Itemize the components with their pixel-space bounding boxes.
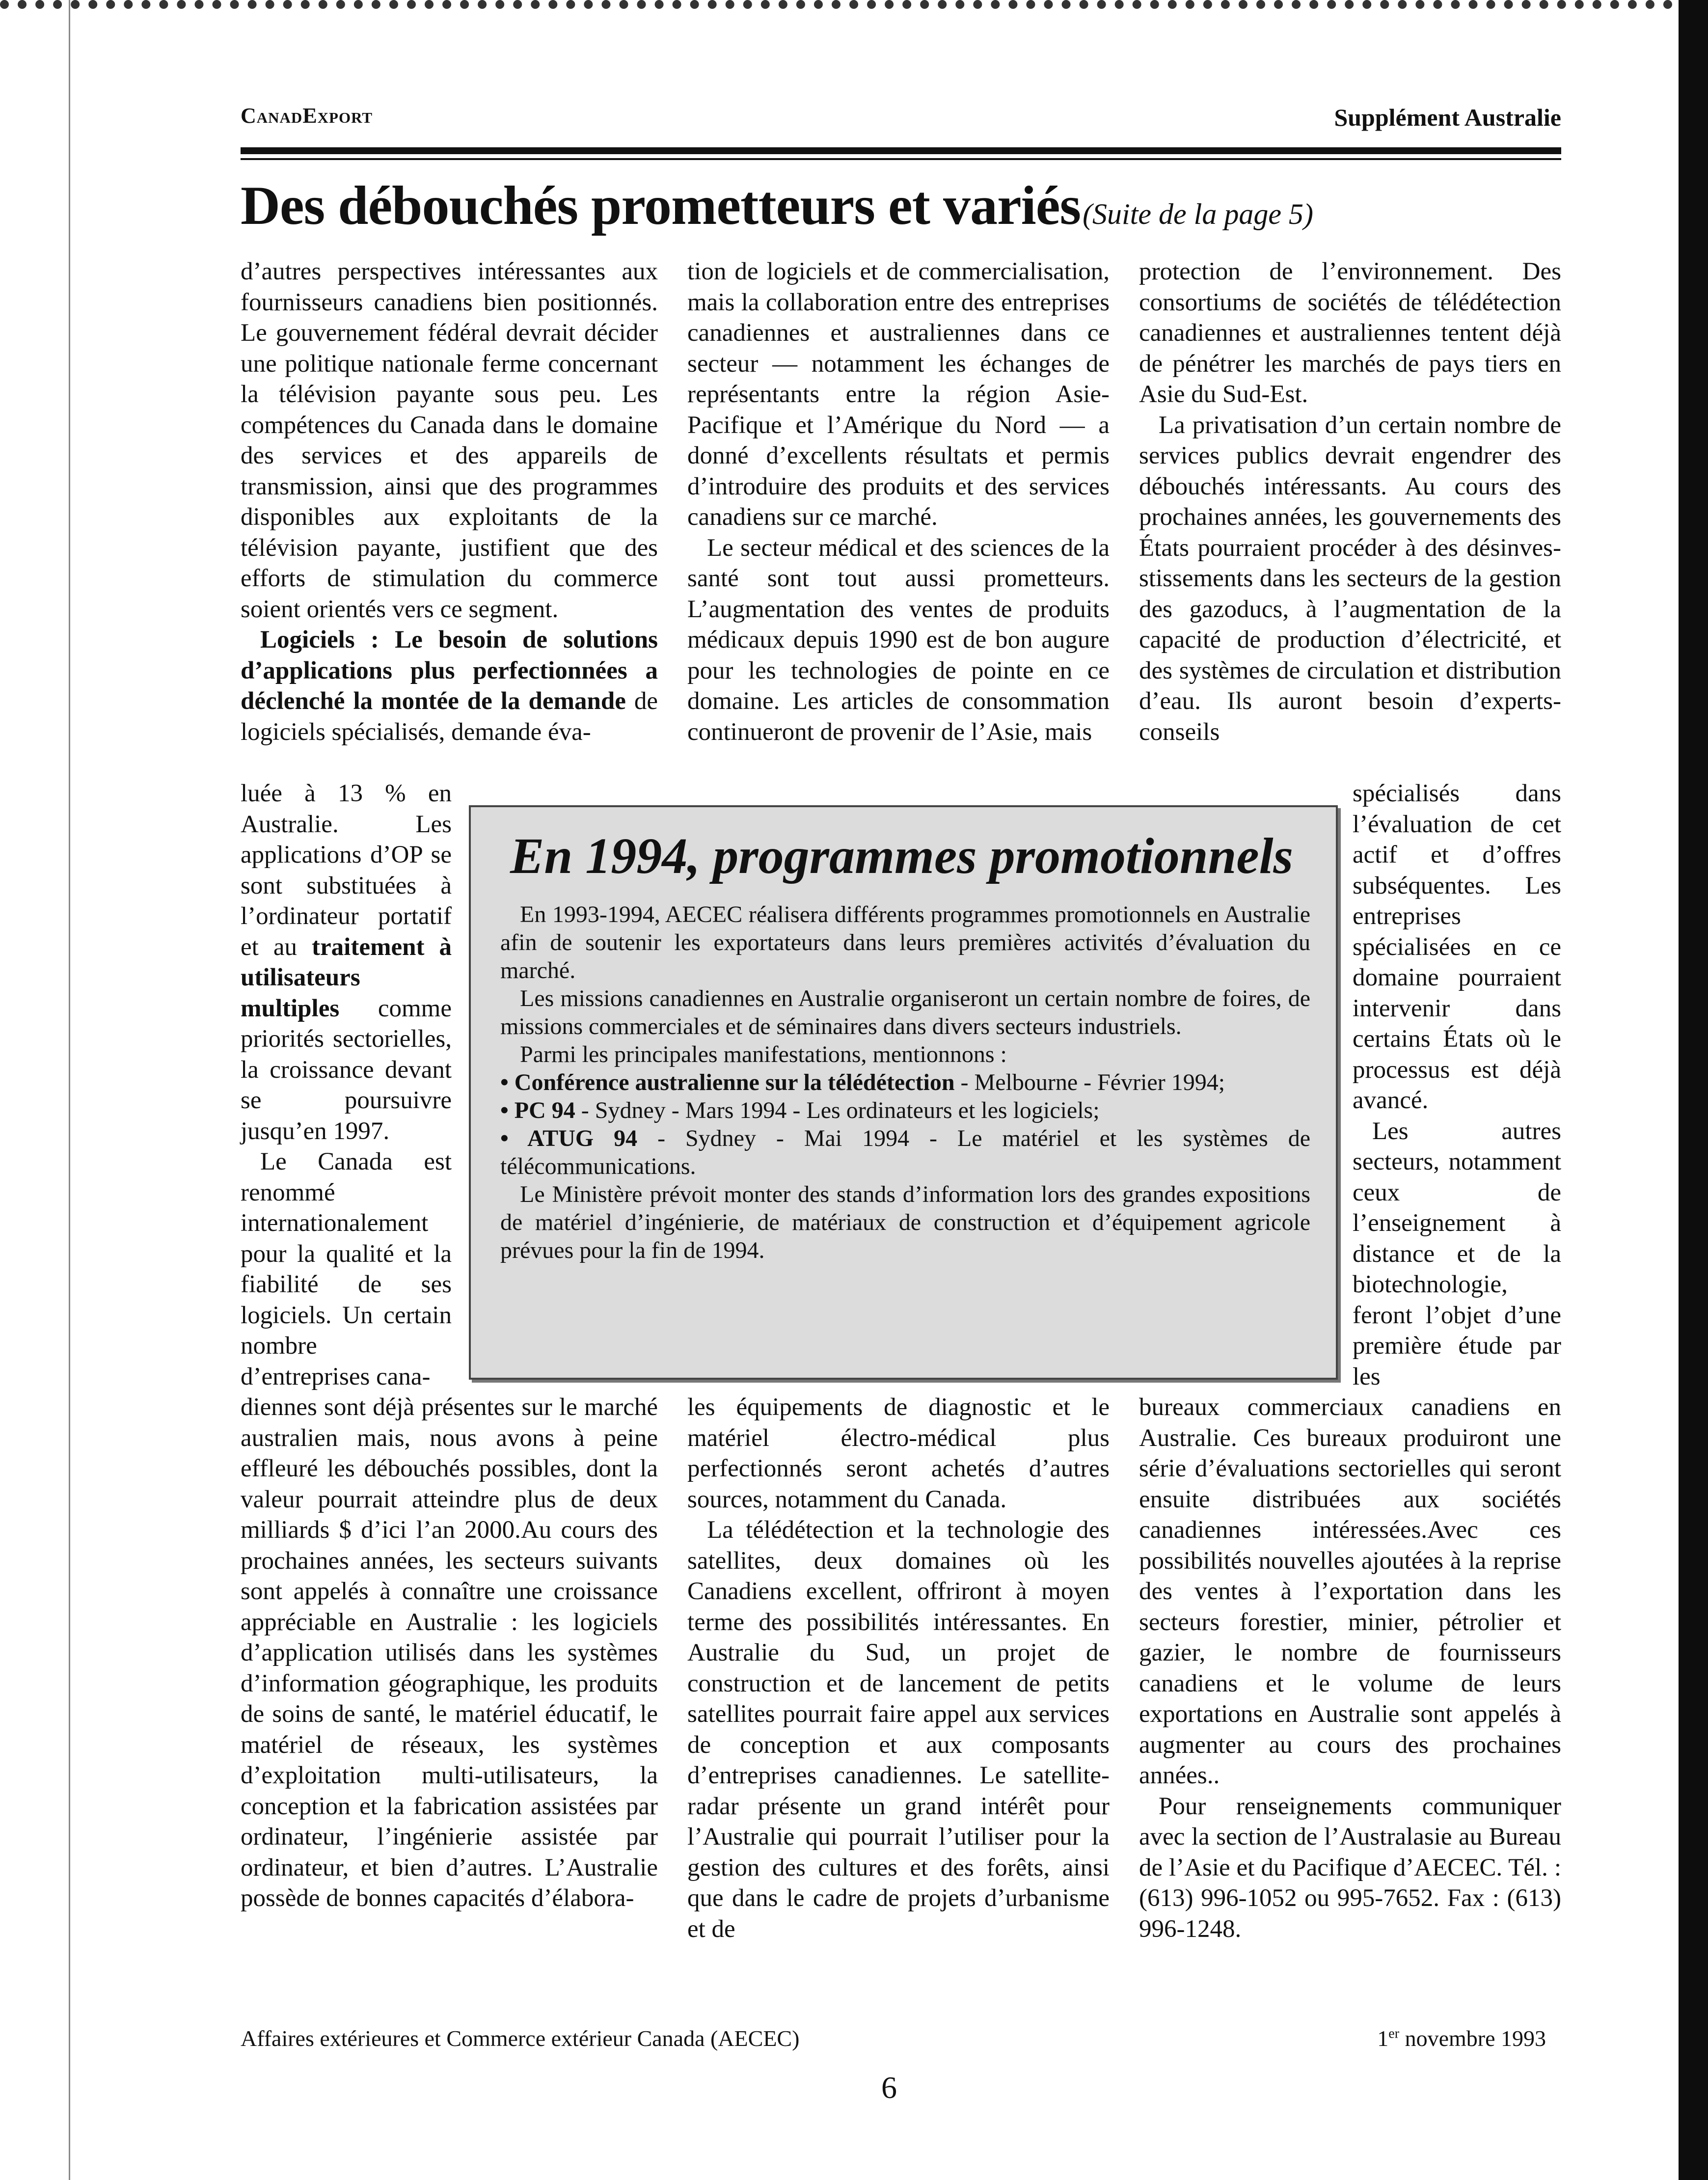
headline-continued: (Suite de la page 5): [1083, 198, 1313, 230]
footer-publisher: Affaires extérieures et Commerce extérieur Canada (AECEC): [241, 2026, 800, 2051]
column3-bottom: [1139, 1392, 1561, 1944]
date-ordinal: er: [1388, 2026, 1400, 2042]
column1-bottom: [241, 1392, 658, 1914]
bold-lead: Logiciels : Le besoin de solutions d’applications plus perfectionnées a déclenché la montée de la demande: [241, 626, 658, 715]
column1-wrap: [241, 778, 452, 1392]
event-detail: - Sydney - Mars 1994 - Les ordinateurs et les logiciels;: [575, 1097, 1100, 1123]
scan-fold-line: [69, 0, 70, 2180]
event-detail: - Melbourne - Février 1994;: [954, 1069, 1225, 1095]
column2-top: [687, 256, 1110, 747]
paragraph: spécialisés dans l’évaluation de cet actif et d’offres subséquentes. Les entreprises spécialisées en ce domaine pourraient intervenir dans certains États où le processus est déjà avancé.: [1353, 780, 1561, 1114]
supplement-label: Supplément Australie: [1334, 104, 1561, 131]
paragraph: Le secteur médical et des sciences de la santé sont tout aussi prometteurs. L’augmentation des ventes de produits médicaux depuis 1990 est de bon augure pour les technologies de pointe en ce domaine. Les articles de consommation continueront de provenir de l’Asie, mais: [687, 534, 1110, 746]
footer-date: [1377, 2025, 1546, 2051]
paragraph: Les missions canadiennes en Australie organiseront un certain nombre de foires, de missions commerciales et de séminaires dans divers secteurs industriels.: [500, 985, 1310, 1039]
paragraph: Parmi les principales manifestations, mentionnons :: [520, 1041, 1007, 1067]
paragraph: Le Canada est renommé internationalement pour la qualité et la fiabilité de ses logiciels. Un certain nombre d’entreprises cana-: [241, 1148, 452, 1390]
paragraph: [241, 778, 452, 1146]
paragraph: La télédétection et la technologie des satellites, deux domaines où les Canadiens excellent, offriront à moyen terme des possibilités intéressantes. En Australie du Sud, un projet de construction et de lancement de petits satellites pourrait faire appel aux services de conception et aux composants d’entreprises canadiennes. Le satellite-radar présente un grand intérêt pour l’Australie qui pourrait l’utiliser pour la gestion des cultures et des forêts, ainsi que dans le cadre de projets d’urbanisme et de: [687, 1516, 1110, 1943]
paragraph: bureaux commerciaux canadiens en Australie. Ces bureaux produiront une série d’évaluations sectorielles qui seront ensuite distribuées aux sociétés canadiennes intéressées.Avec ces possibilités nouvelles ajoutées à la reprise des ventes à l’exportation dans les secteurs forestier, minier, pétrolier et gazier, le nombre de fournisseurs canadiens et le volume de leurs exportations en Australie sont appelés à augmenter au cours des prochaines années..: [1139, 1393, 1561, 1789]
headline-title: Des débouchés prometteurs et variés: [241, 175, 1081, 236]
header-rule-thin: [241, 158, 1561, 160]
event-item: [500, 1068, 1310, 1096]
event-item: [500, 1096, 1310, 1124]
paragraph-text: comme priorités sectorielles, la croissance devant se poursuivre jusqu’en 1997.: [241, 994, 452, 1145]
event-detail: - Sydney - Mai 1994 - Le matériel et les systèmes de télécommunications.: [500, 1125, 1310, 1179]
column3-wrap: [1353, 778, 1561, 1392]
paragraph: [241, 625, 658, 747]
paragraph-text: luée à 13 % en Australie. Les applications d’OP se sont substituées à l’ordinateur portatif et au: [241, 780, 452, 961]
promo-title: En 1994, programmes promotionnels: [510, 828, 1293, 884]
event-name: • Conférence australienne sur la télédétection: [500, 1069, 955, 1095]
headline: [241, 174, 1566, 238]
paragraph: protection de l’environnement. Des consortiums de sociétés de télédétection canadiennes et australiennes tentent déjà de pénétrer les marchés de pays tiers en Asie du Sud-Est.: [1139, 258, 1561, 408]
scan-right-edge: [1679, 0, 1708, 2180]
paragraph: Pour renseignements communiquer avec la section de l’Australasie au Bureau de l’Asie et du Pacifique d’AECEC. Tél. : (613) 996-1052 ou 995-7652. Fax : (613) 996-1248.: [1139, 1792, 1561, 1943]
paragraph: En 1993-1994, AECEC réalisera différents programmes promotionnels en Australie afin de soutenir les exportateurs dans leurs premières activités d’évaluation du marché.: [500, 901, 1310, 983]
event-name: • ATUG 94: [500, 1125, 638, 1151]
page-number: 6: [881, 2070, 897, 2105]
date-rest: novembre 1993: [1399, 2026, 1546, 2051]
bold-term: traitement à utilisateurs multiples: [241, 933, 452, 1022]
paragraph: Les autres secteurs, notamment ceux de l’enseignement à distance et de la biotechnologie, feront l’objet d’une première étude par les: [1353, 1117, 1561, 1390]
paragraph: d’autres perspectives intéressantes aux fournisseurs canadiens bien positionnés. Le gouvernement fédéral devrait décider une politique nationale ferme concernant la télévision payante sous peu. Les compétences du Canada dans le domaine des services et des appareils de transmission, ainsi que des programmes disponibles aux exploitants de la télévision payante, justifient que des efforts de stimulation du commerce soient orientés vers ce segment.: [241, 258, 658, 623]
promo-body: [500, 900, 1310, 1264]
event-item: [500, 1124, 1310, 1180]
column3-top: [1139, 256, 1561, 747]
paragraph: diennes sont déjà présentes sur le marché australien mais, nous avons à peine effleuré les débouchés possibles, dont la valeur pourrait atteindre plus de deux milliards $ d’ici l’an 2000.Au cours des prochaines années, les secteurs suivants sont appelés à connaître une croissance appréciable en Australie : les logiciels d’application utilisés dans les systèmes d’information géographique, les produits de soins de santé, le matériel éducatif, le matériel de réseaux, les systèmes d’exploitation multi-utilisateurs, la conception et la fabrication assistées par ordinateur, l’ingénierie assistée par ordinateur, et bien d’autres. L’Australie possède de bonnes capacités d’élabora-: [241, 1393, 658, 1912]
paragraph: les équipements de diagnostic et le matériel électro-médical plus perfectionnés seront achetés d’autres sources, notamment du Canada.: [687, 1393, 1110, 1513]
masthead: CanadExport: [241, 104, 373, 128]
column1-top: [241, 256, 658, 747]
promo-sidebar-box: [469, 805, 1338, 1380]
date-day: 1: [1377, 2026, 1389, 2051]
column2-bottom: [687, 1392, 1110, 1944]
event-name: • PC 94: [500, 1097, 575, 1123]
paragraph: La privatisation d’un certain nombre de services publics devrait engendrer des débouchés intéressants. Au cours des prochaines années, les gouvernements des États pourraient procéder à des désinves-stissements dans les secteurs de la gestion des gazoducs, à l’augmentation de la capacité de production d’électricité, et des systèmes de circulation et distribution d’eau. Ils auront besoin d’experts-conseils: [1139, 411, 1561, 746]
paragraph: Le Ministère prévoit monter des stands d’information lors des grandes expositions de matériel d’ingénierie, de matériaux de construction et d’équipement agricole prévues pour la fin de 1994.: [500, 1181, 1310, 1263]
header-rule-thick: [241, 147, 1561, 154]
paragraph: tion de logiciels et de commercialisation, mais la collaboration entre des entreprises canadiennes et australiennes dans ce secteur — notamment les échanges de représentants entre la région Asie-Pacifique et l’Amérique du Nord — a donné d’excellents résultats et permis d’introduire des produits et des services canadiens sur ce marché.: [687, 258, 1110, 531]
paragraph-text: de logiciels spécialisés, demande éva-: [241, 687, 658, 746]
page-header: [241, 103, 1561, 133]
